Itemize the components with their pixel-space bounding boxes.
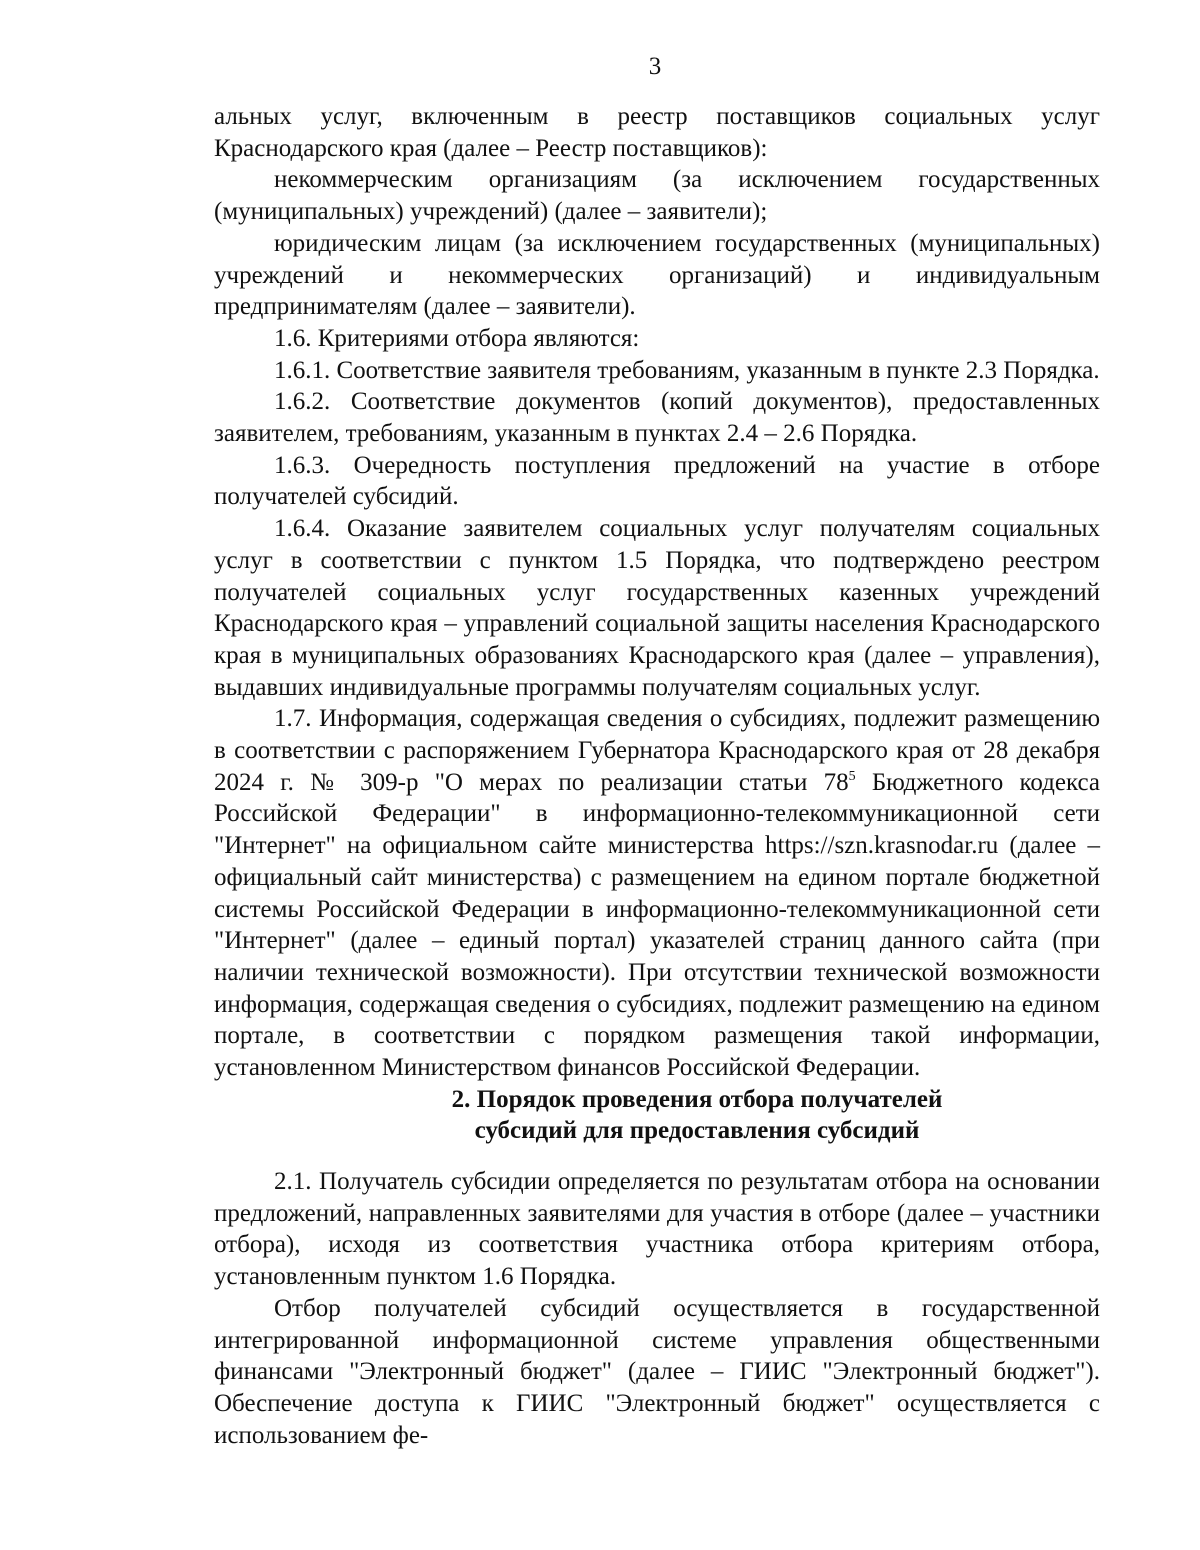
section-2-heading [214, 1084, 1100, 1146]
paragraph-1-7-text-b: Бюджетного кодекса Российской Федерации" в информационно-телекоммуникационной сети "Интернет" на официальном сайте министерства https://szn.krasnodar.ru (далее – официальный сайт министерства) с размещением на едином портале бюджетной системы Российской Федерации в информационно-телекоммуникационной сети "Интернет" (далее – единый портал) указателей страниц данного сайта (при наличии технической возможности). При отсутствии технической возможности информация, содержащая сведения о субсидиях, подлежит размещению на едином портале, в соответствии с порядком размещения такой информации, установленном Министерством финансов Российской Федерации. [214, 768, 1100, 1082]
paragraph-continuation: альных услуг, включенным в реестр поставщиков социальных услуг Краснодарского края (далее – Реестр поставщиков): [214, 103, 1100, 162]
section-2-body [214, 1166, 1100, 1451]
paragraph-selection-giis: Отбор получателей субсидий осуществляется в государственной интегрированной информационной системе управления общественными финансами "Электронный бюджет" (далее – ГИИС "Электронный бюджет"). Обеспечение доступа к ГИИС "Электронный бюджет" осуществляется с использованием фе- [214, 1294, 1100, 1449]
paragraph-1-7 [214, 703, 1100, 1083]
paragraph-legal-entities: юридическим лицам (за исключением государственных (муниципальных) учреждений и некоммерческих организаций) и индивидуальным предпринимателям (далее – заявители). [214, 229, 1100, 321]
section-2-heading-line-1: 2. Порядок проведения отбора получателей [451, 1086, 943, 1113]
paragraph-1-6-4: 1.6.4. Оказание заявителем социальных услуг получателям социальных услуг в соответствии с пунктом 1.5 Порядка, что подтверждено реестром получателей социальных услуг государственных казенных учреждений Краснодарского края – управлений социальной защиты населения Краснодарского края в муниципальных образованиях Краснодарского края (далее – управления), выдавших индивидуальные программы получателям социальных услуг. [214, 515, 1100, 701]
paragraph-nonprofit: некоммерческим организациям (за исключением государственных (муниципальных) учреждений) (далее – заявители); [214, 166, 1100, 226]
paragraph-1-6-1: 1.6.1. Соответствие заявителя требованиям, указанным в пункте 2.3 Порядка. [274, 356, 1100, 384]
paragraph-2-1: 2.1. Получатель субсидии определяется по результатам отбора на основании предложений, направленных заявителями для участия в отборе (далее – участники отбора), исходя из соответствия участника отбора критериям отбора, установленным пунктом 1.6 Порядка. [214, 1168, 1100, 1291]
paragraph-1-6-3: 1.6.3. Очередность поступления предложений на участие в отборе получателей субсидий. [214, 451, 1100, 511]
section-1-body [214, 101, 1100, 1084]
section-2-heading-line-2: субсидий для предоставления субсидий [474, 1117, 920, 1144]
paragraph-1-7-text-a: 1.7. Информация, содержащая сведения о субсидиях, подлежит размещению в соответствии с распоряжением Губернатора Краснодарского края от 28 декабря 2024 г. № 309-р "О мерах по реализации статьи 78 [214, 705, 1100, 796]
page-number: 3 [648, 53, 662, 80]
paragraph-1-6: 1.6. Критериями отбора являются: [274, 324, 640, 352]
paragraph-1-6-2: 1.6.2. Соответствие документов (копий документов), предоставленных заявителем, требованиям, указанным в пунктах 2.4 – 2.6 Порядка. [214, 388, 1100, 448]
superscript-5: 5 [848, 768, 856, 784]
